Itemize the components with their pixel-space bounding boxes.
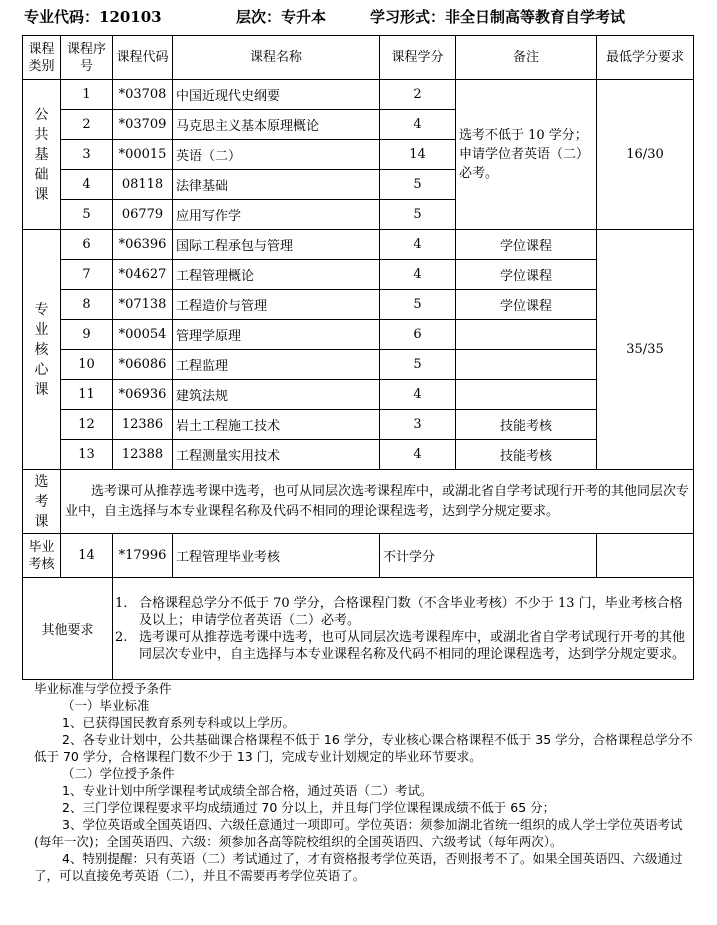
elective-description: 选考课可从推荐选考课中选考，也可从同层次选考课程库中，或湖北省自学考试现行开考的其他同层次专业中，自主选择与本专业课程名称及代码不相同的理论课程选考，达到学分规定要求。	[61, 470, 694, 534]
cell-seq: 13	[61, 440, 113, 470]
cell-seq: 14	[61, 534, 113, 578]
cell-empty	[597, 534, 694, 578]
cell-code: *06086	[113, 350, 173, 380]
cell-code: 12388	[113, 440, 173, 470]
header-category: 课程类别	[23, 36, 61, 80]
cell-credits: 5	[380, 350, 456, 380]
cell-credits: 4	[380, 260, 456, 290]
list-item	[115, 595, 689, 629]
cell-name: 工程管理毕业考核	[173, 534, 380, 578]
elective-row	[23, 470, 694, 534]
cell-name: 中国近现代史纲要	[173, 80, 380, 110]
cell-credits: 5	[380, 170, 456, 200]
cell-name: 工程测量实用技术	[173, 440, 380, 470]
list-item: 3、学位英语或全国英语四、六级任意通过一项即可。学位英语：须参加湖北省统一组织的成人学士学位英语考试(每年一次)；全国英语四、六级：须参加各高等院校组织的全国英语四、六级考试（每年两次）。	[34, 817, 683, 849]
cell-seq: 6	[61, 230, 113, 260]
cell-seq: 8	[61, 290, 113, 320]
list-item: 1、已获得国民教育系列专科或以上学历。	[62, 715, 295, 730]
header-name: 课程名称	[173, 36, 380, 80]
other-requirements-list	[113, 578, 694, 680]
cell-remark	[456, 350, 597, 380]
list-item: 4、特别提醒：只有英语（二）考试通过了，才有资格报考学位英语，否则报考不了。如果全国英语四、六级通过了，可以直接免考英语（二），并且不需要再考学位英语了。	[34, 851, 683, 883]
other-requirements-row	[23, 578, 694, 680]
cell-seq: 3	[61, 140, 113, 170]
degree-conditions-title: （二）学位授予条件	[62, 766, 175, 781]
category-graduation: 毕业考核	[23, 534, 61, 578]
cell-credits: 5	[380, 290, 456, 320]
cell-name: 工程管理概论	[173, 260, 380, 290]
cell-seq: 1	[61, 80, 113, 110]
cell-name: 法律基础	[173, 170, 380, 200]
list-item: 1、专业计划中所学课程考试成绩全部合格，通过英语（二）考试。	[62, 783, 433, 798]
list-item-number: 1.	[115, 595, 128, 611]
cell-seq: 9	[61, 320, 113, 350]
core-min-credit: 35/35	[597, 230, 694, 470]
cell-credits: 6	[380, 320, 456, 350]
cell-credits: 14	[380, 140, 456, 170]
curriculum-table	[22, 35, 694, 680]
table-row	[23, 380, 694, 410]
cell-seq: 10	[61, 350, 113, 380]
cell-code: 06779	[113, 200, 173, 230]
cell-code: *17996	[113, 534, 173, 578]
cell-credits: 4	[380, 440, 456, 470]
category-other: 其他要求	[23, 578, 113, 680]
major-code: 专业代码：120103	[24, 8, 162, 26]
table-row	[23, 230, 694, 260]
cell-code: *03708	[113, 80, 173, 110]
cell-seq: 7	[61, 260, 113, 290]
table-row	[23, 80, 694, 110]
cell-name: 英语（二）	[173, 140, 380, 170]
category-core: 专业核心课	[23, 230, 61, 470]
public-basic-note: 选考不低于 10 学分；申请学位者英语（二）必考。	[456, 80, 597, 230]
graduation-standard-title: （一）毕业标准	[62, 698, 150, 713]
cell-credits: 4	[380, 110, 456, 140]
cell-code: *04627	[113, 260, 173, 290]
cell-seq: 12	[61, 410, 113, 440]
cell-name: 建筑法规	[173, 380, 380, 410]
table-row	[23, 350, 694, 380]
cell-credits: 4	[380, 380, 456, 410]
cell-code: *07138	[113, 290, 173, 320]
cell-remark	[456, 380, 597, 410]
cell-code: *00054	[113, 320, 173, 350]
level: 层次：专升本	[236, 8, 327, 26]
table-row	[23, 260, 694, 290]
cell-credits: 4	[380, 230, 456, 260]
graduation-degree-conditions	[34, 680, 694, 884]
cell-name: 应用写作学	[173, 200, 380, 230]
study-form: 学习形式：非全日制高等教育自学考试	[370, 8, 626, 26]
table-row	[23, 320, 694, 350]
graduation-row	[23, 534, 694, 578]
list-item: 2、各专业计划中，公共基础课合格课程不低于 16 学分，专业核心课合格课程不低于 35 学分，合格课程总学分不低于 70 学分，合格课程门数不少于 13 门，完成专业计划规定的毕业环节要求。	[34, 732, 693, 764]
cell-code: *06936	[113, 380, 173, 410]
cell-code: 12386	[113, 410, 173, 440]
cell-name: 管理学原理	[173, 320, 380, 350]
cell-code: *06396	[113, 230, 173, 260]
cell-name: 工程监理	[173, 350, 380, 380]
list-item-text: 合格课程总学分不低于 70 学分，合格课程门数（不含毕业考核）不少于 13 门，毕业考核合格及以上；申请学位者英语（二）必考。	[139, 595, 683, 628]
cell-remark: 学位课程	[456, 260, 597, 290]
list-item	[115, 629, 689, 663]
cell-seq: 5	[61, 200, 113, 230]
table-row	[23, 290, 694, 320]
table-header-row	[23, 36, 694, 80]
cell-remark: 学位课程	[456, 230, 597, 260]
cell-credits: 5	[380, 200, 456, 230]
cell-seq: 11	[61, 380, 113, 410]
cell-remark: 技能考核	[456, 440, 597, 470]
cell-credits: 2	[380, 80, 456, 110]
list-item-text: 选考课可从推荐选考课中选考，也可从同层次选考课程库中，或湖北省自学考试现行开考的其他同层次专业中，自主选择与本专业课程名称及代码不相同的理论课程选考，达到学分规定要求。	[139, 629, 686, 662]
table-row	[23, 410, 694, 440]
header-code: 课程代码	[113, 36, 173, 80]
page-header	[24, 0, 704, 34]
cell-remark: 技能考核	[456, 410, 597, 440]
header-credits: 课程学分	[380, 36, 456, 80]
category-elective: 选考课	[23, 470, 61, 534]
header-min-credit: 最低学分要求	[597, 36, 694, 80]
cell-credits: 不计学分	[380, 534, 597, 578]
cell-name: 国际工程承包与管理	[173, 230, 380, 260]
cell-remark	[456, 320, 597, 350]
cell-code: 08118	[113, 170, 173, 200]
cell-remark: 学位课程	[456, 290, 597, 320]
public-basic-min-credit: 16/30	[597, 80, 694, 230]
table-row	[23, 440, 694, 470]
cell-name: 岩土工程施工技术	[173, 410, 380, 440]
header-seq: 课程序号	[61, 36, 113, 80]
list-item: 2、三门学位课程要求平均成绩通过 70 分以上，并且每门学位课程课成绩不低于 65 分；	[62, 800, 556, 815]
category-public-basic: 公共基础课	[23, 80, 61, 230]
header-remarks: 备注	[456, 36, 597, 80]
cell-code: *00015	[113, 140, 173, 170]
cell-seq: 2	[61, 110, 113, 140]
list-item-number: 2.	[115, 629, 128, 645]
cell-seq: 4	[61, 170, 113, 200]
cell-code: *03709	[113, 110, 173, 140]
cell-name: 马克思主义基本原理概论	[173, 110, 380, 140]
cell-name: 工程造价与管理	[173, 290, 380, 320]
cell-credits: 3	[380, 410, 456, 440]
conditions-title: 毕业标准与学位授予条件	[34, 681, 172, 696]
